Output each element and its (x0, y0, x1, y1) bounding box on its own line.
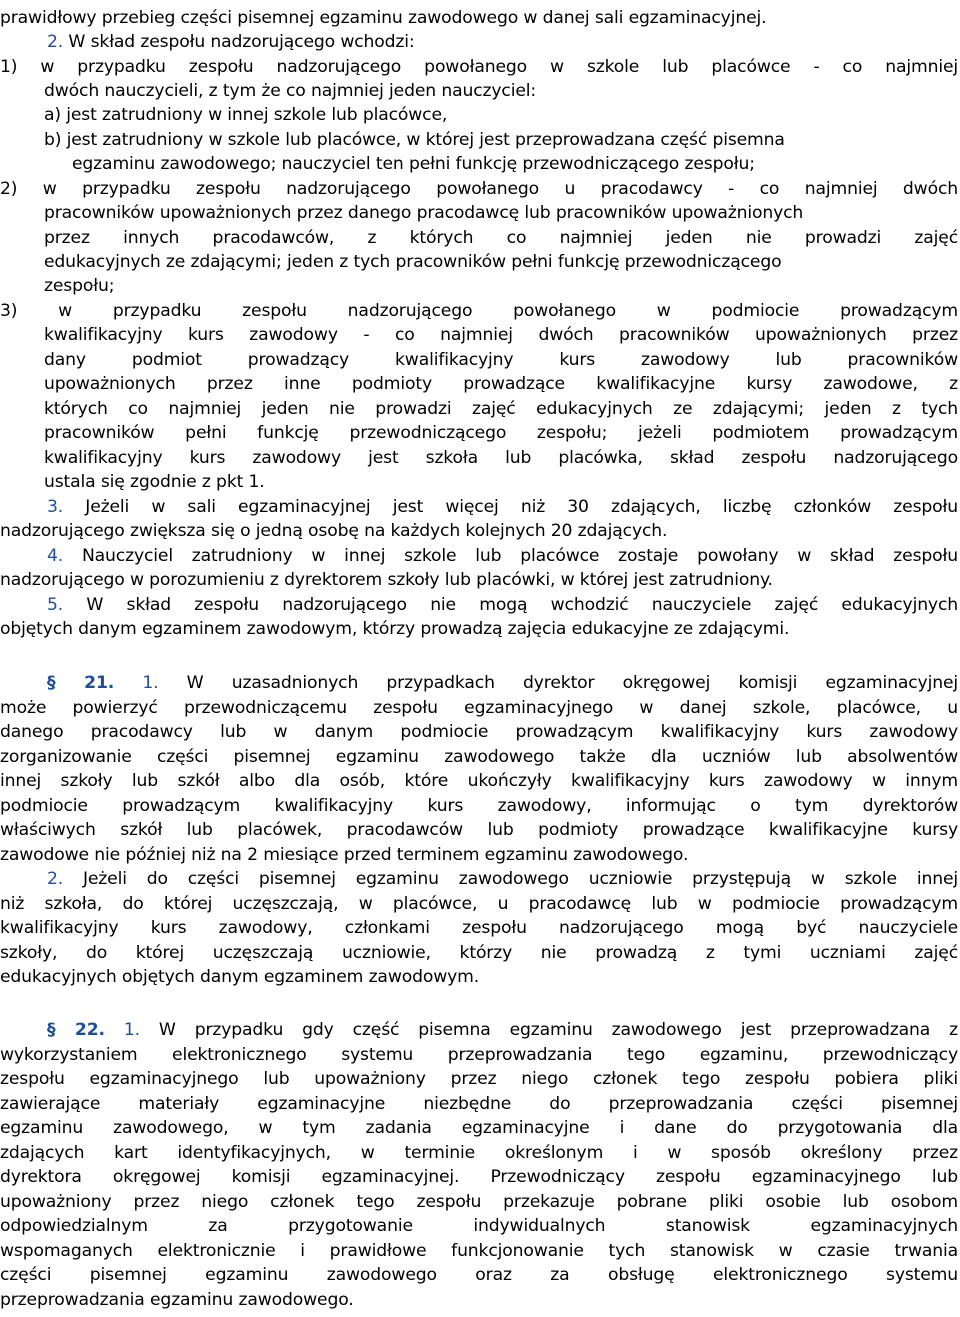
body-text: kwalifikacyjny kurs zawodowy - co najmniej dwóch pracowników upoważnionych przez (44, 325, 958, 345)
marker-text: § 22. (47, 1020, 105, 1040)
text-line (0, 745, 958, 769)
body-text: niż szkoła, do której uczęszczają, w placówce, u pracodawcę lub w podmiocie prowadzącym (0, 894, 958, 914)
text-line (44, 348, 958, 372)
text-line (0, 892, 958, 916)
text-line (0, 1116, 958, 1140)
body-text: dyrektora okręgowej komisji egzaminacyjnej. (0, 1167, 491, 1187)
body-text: przez innych pracodawców, z których co najmniej jeden nie prowadzi zajęć (44, 228, 958, 248)
body-text: 2) w przypadku zespołu nadzorującego powołanego u pracodawcy - co najmniej dwóch (0, 179, 958, 199)
text-line (0, 916, 958, 940)
body-text: edukacyjnych ze zdającymi; jeden z tych pracowników pełni funkcję przewodniczącego (44, 252, 782, 272)
text-line (47, 544, 958, 568)
body-text: pracowników upoważnionych przez danego pracodawcę lub pracowników upoważnionych (44, 203, 804, 223)
body-text: zawodowe nie później niż na 2 miesiące przed terminem egzaminu zawodowego. (0, 845, 689, 865)
body-text: upoważnionych przez inne podmioty prowadzące kwalifikacyjne kursy zawodowe, z (44, 374, 958, 394)
body-text: zawierające materiały egzaminacyjne niezbędne do przeprowadzania części pisemnej (0, 1094, 958, 1114)
body-text: danego pracodawcy lub w danym podmiocie prowadzącym kwalifikacyjny kurs zawodowy (0, 722, 958, 742)
text-line (44, 274, 114, 298)
body-text: kwalifikacyjny kurs zawodowy, członkami zespołu nadzorującego mogą być nauczyciele (0, 918, 958, 938)
body-text: podmiocie prowadzącym kwalifikacyjny kurs zawodowy, informując o tym dyrektorów (0, 796, 958, 816)
text-line (44, 323, 958, 347)
body-text: pracowników pełni funkcję przewodniczącego zespołu; jeżeli podmiotem prowadzącym (44, 423, 958, 443)
text-line (0, 720, 958, 744)
marker-text: 3. (47, 497, 86, 517)
text-line (44, 446, 958, 470)
text-line (0, 568, 773, 592)
text-line (44, 470, 265, 494)
body-text: 1) w przypadku zespołu nadzorującego powołanego w szkole lub placówce - co najmniej (0, 57, 958, 77)
body-text: Jeżeli do części pisemnej egzaminu zawodowego uczniowie przystępują w szkole innej (82, 869, 958, 889)
body-text: zespołu; (44, 276, 115, 296)
body-text: może powierzyć przewodniczącemu zespołu egzaminacyjnego w danej szkole, placówce, u (0, 698, 958, 718)
text-line (44, 421, 958, 445)
body-text: właściwych szkół lub placówek, pracodawców lub podmioty prowadzące kwalifikacyjne kursy (0, 820, 958, 840)
text-line (0, 299, 958, 323)
text-line (47, 867, 958, 891)
text-line (0, 1239, 958, 1263)
body-text: upoważniony przez niego członek tego zespołu przekazuje pobrane pliki osobie lub osobom (0, 1192, 958, 1212)
body-text: zdających kart identyfikacyjnych, w terminie określonym i w sposób określony przez (0, 1143, 958, 1163)
body-text: b) jest zatrudniony w szkole lub placówce, w której jest przeprowadzana część pisemna (44, 130, 785, 150)
marker-text: 1. (114, 673, 159, 693)
body-text: a) jest zatrudniony w innej szkole lub placówce, (44, 105, 448, 125)
body-text: zorganizowanie części pisemnej egzaminu zawodowego także dla uczniów lub absolwentów (0, 747, 958, 767)
body-text: nadzorującego zwiększa się o jedną osobę na każdych kolejnych 20 zdających. (0, 521, 668, 541)
body-text: Nauczyciel zatrudniony w innej szkole lub placówce zostaje powołany w skład zespołu (81, 546, 958, 566)
body-text: wykorzystaniem elektronicznego systemu przeprowadzania tego egzaminu, przewodniczący (0, 1045, 958, 1065)
body-text: wspomaganych elektronicznie i prawidłowe funkcjonowanie tych stanowisk w czasie trwania (0, 1241, 958, 1261)
body-text: W skład zespołu nadzorującego nie mogą wchodzić nauczyciele zajęć edukacyjnych (86, 595, 958, 615)
body-text: odpowiedzialnym za przygotowanie indywidualnych stanowisk egzaminacyjnych (0, 1216, 958, 1236)
body-text: egzaminu zawodowego; nauczyciel ten pełni funkcję przewodniczącego zespołu; (72, 154, 755, 174)
marker-text: § 21. (47, 673, 115, 693)
body-text: ustala się zgodnie z pkt 1. (44, 472, 265, 492)
text-line (0, 818, 958, 842)
text-line (0, 941, 958, 965)
text-line (44, 128, 785, 152)
text-line (0, 617, 789, 641)
body-text: dwóch nauczycieli, z tym że co najmniej jeden nauczyciel: (44, 81, 537, 101)
marker-text: 5. (47, 595, 87, 615)
body-text: prawidłowy przebieg części pisemnej egzaminu zawodowego w danej sali egzaminacyjnej. (0, 8, 767, 28)
text-line (0, 1190, 958, 1214)
body-text: przeprowadzania egzaminu zawodowego. (0, 1290, 354, 1310)
body-text: innej szkoły lub szkół albo dla osób, które ukończyły kwalifikacyjny kurs zawodowy w innym (0, 771, 958, 791)
text-line (0, 769, 958, 793)
text-line (0, 1214, 958, 1238)
text-line (0, 696, 958, 720)
body-text: kwalifikacyjny kurs zawodowy jest szkoła lub placówka, skład zespołu nadzorującego (44, 448, 958, 468)
body-text: części pisemnej egzaminu zawodowego oraz za obsługę elektronicznego systemu (0, 1265, 958, 1285)
body-text: dany podmiot prowadzący kwalifikacyjny kurs zawodowy lub pracowników (44, 350, 958, 370)
text-line (47, 30, 415, 54)
text-line (44, 250, 781, 274)
text-line (0, 519, 667, 543)
marker-text: 4. (47, 546, 82, 566)
text-line (0, 1092, 958, 1116)
text-line (0, 965, 479, 989)
text-line (0, 1165, 958, 1189)
marker-text: 2. (47, 869, 83, 889)
text-line (44, 201, 803, 225)
body-text: Jeżeli w sali egzaminacyjnej jest więcej niż 30 zdających, liczbę członków zespołu (85, 497, 958, 517)
text-line (47, 593, 958, 617)
text-line (0, 1263, 958, 1287)
text-line (44, 226, 958, 250)
body-text: szkoły, do której uczęszczają uczniowie, którzy nie prowadzą z tymi uczniami zajęć (0, 943, 958, 963)
body-text: 3) w przypadku zespołu nadzorującego powołanego w podmiocie prowadzącym (0, 301, 958, 321)
text-line (44, 79, 536, 103)
text-line (0, 177, 958, 201)
text-line (44, 103, 447, 127)
text-line (0, 843, 688, 867)
text-line (0, 1043, 958, 1067)
body-text: nadzorującego w porozumieniu z dyrektorem szkoły lub placówki, w której jest zatrudniony. (0, 570, 773, 590)
body-text: Przewodniczący zespołu egzaminacyjnego lub (490, 1167, 958, 1187)
text-line (0, 794, 958, 818)
text-line (72, 152, 755, 176)
text-line (44, 372, 958, 396)
body-text: których co najmniej jeden nie prowadzi zajęć edukacyjnych ze zdającymi; jeden z tych (44, 399, 958, 419)
marker-text: 2. (47, 32, 69, 52)
text-line (0, 55, 958, 79)
text-line (0, 1067, 958, 1091)
body-text: egzaminu zawodowego, w tym zadania egzaminacyjne i dane do przygotowania dla (0, 1118, 958, 1138)
body-text: objętych danym egzaminem zawodowym, którzy prowadzą zajęcia edukacyjne ze zdającymi. (0, 619, 790, 639)
text-line (0, 1288, 354, 1312)
body-text: edukacyjnych objętych danym egzaminem zawodowym. (0, 967, 480, 987)
text-line (0, 6, 766, 30)
text-line (47, 671, 958, 695)
marker-text: 1. (104, 1020, 140, 1040)
body-text: W przypadku gdy część pisemna egzaminu zawodowego jest przeprowadzana z (139, 1020, 958, 1040)
text-line (47, 1018, 958, 1042)
body-text: zespołu egzaminacyjnego lub upoważniony przez niego członek tego zespołu pobiera pliki (0, 1069, 958, 1089)
text-line (0, 1141, 958, 1165)
text-line (47, 495, 958, 519)
body-text: W uzasadnionych przypadkach dyrektor okręgowej komisji egzaminacyjnej (158, 673, 958, 693)
text-line (44, 397, 958, 421)
body-text: W skład zespołu nadzorującego wchodzi: (68, 32, 415, 52)
